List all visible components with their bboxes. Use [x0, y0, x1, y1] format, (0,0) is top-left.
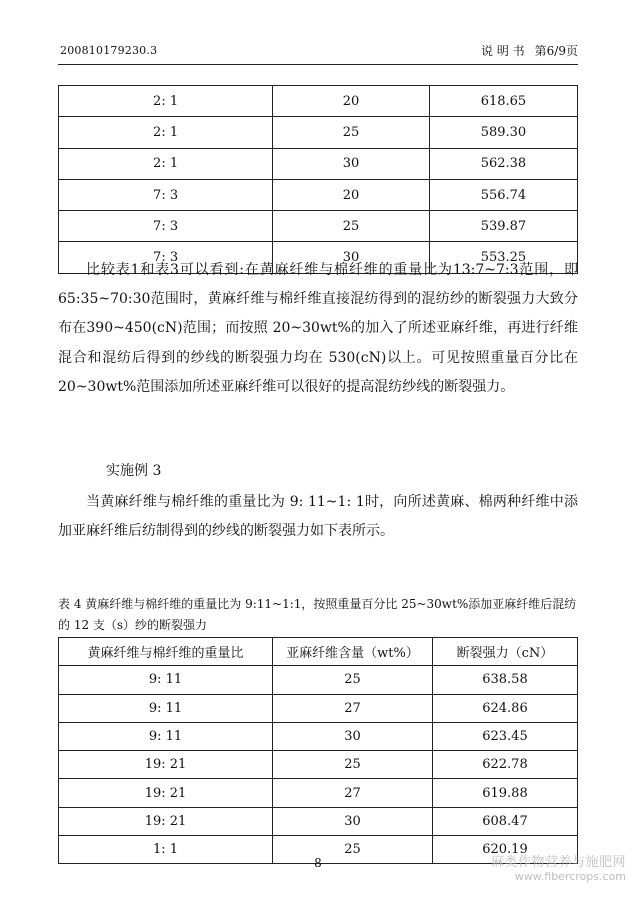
- header-rule: [58, 64, 578, 65]
- table-4: [58, 637, 578, 864]
- table-cell: 25: [273, 751, 433, 779]
- column-header: 亚麻纤维含量（wt%）: [273, 638, 433, 666]
- table-cell: 2: 1: [59, 86, 273, 117]
- table-row: [59, 779, 578, 807]
- table-row: [59, 807, 578, 835]
- table-row: [59, 179, 578, 210]
- table-cell: 30: [273, 242, 430, 273]
- table-row: [59, 148, 578, 179]
- example-heading: [58, 457, 578, 486]
- patent-number: 200810179230.3: [60, 44, 158, 57]
- table-header-row: [59, 638, 578, 666]
- table-cell: 25: [273, 666, 433, 694]
- table-cell: 9: 11: [59, 722, 273, 750]
- table-cell: 2: 1: [59, 117, 273, 148]
- paragraph-text: 当黄麻纤维与棉纤维的重量比为 9: 11~1: 1时，向所述黄麻、棉两种纤维中添加亚麻纤维后纺制得到的纱线的断裂强力如下表所示。: [58, 494, 578, 540]
- table-cell: 608.47: [432, 807, 577, 835]
- table-cell: 9: 11: [59, 666, 273, 694]
- table-cell: 620.19: [432, 836, 577, 864]
- table-cell: 539.87: [429, 211, 577, 242]
- table-cell: 589.30: [429, 117, 577, 148]
- table-cell: 25: [273, 836, 433, 864]
- table-cell: 619.88: [432, 779, 577, 807]
- paragraph-text: 比较表1和表3可以看到:在黄麻纤维与棉纤维的重量比为13:7~7:3范围，即65:35~70:30范围时，黄麻纤维与棉纤维直接混纺得到的混纺纱的断裂强力大致分布在390~450(cN)范围；而按照 20~30wt%的加入了所述亚麻纤维，再进行纤维混合和混纺后得到的纱线的断裂强力均在 530(cN)以上。可见按照重量百分比在20~30wt%范围添加所述亚麻纤维可以很好的提高混纺纱线的断裂强力。: [58, 262, 578, 395]
- table-cell: 27: [273, 694, 433, 722]
- header-right: [471, 42, 578, 59]
- document-type: 说 明 书: [481, 44, 525, 58]
- table-cell: 624.86: [432, 694, 577, 722]
- table-cell: 25: [273, 211, 430, 242]
- table-row: [59, 666, 578, 694]
- table-cell: 25: [273, 117, 430, 148]
- watermark-title: 麻类作物营养与施肥网: [490, 855, 626, 870]
- table-row: [59, 751, 578, 779]
- table-cell: 2: 1: [59, 148, 273, 179]
- table-cell: 9: 11: [59, 694, 273, 722]
- heading-text: 实施例 3: [106, 463, 162, 479]
- table-4-body: [59, 666, 578, 864]
- table-cell: 553.25: [429, 242, 577, 273]
- table-cell: 19: 21: [59, 807, 273, 835]
- table-cell: 562.38: [429, 148, 577, 179]
- page-number: 8: [314, 856, 322, 870]
- table-3-body: [59, 86, 578, 274]
- table-cell: 30: [273, 722, 433, 750]
- table-cell: 638.58: [432, 666, 577, 694]
- table-row: [59, 86, 578, 117]
- table-cell: 20: [273, 179, 430, 210]
- table-cell: 622.78: [432, 751, 577, 779]
- table-row: [59, 722, 578, 750]
- table-cell: 556.74: [429, 179, 577, 210]
- table-cell: 623.45: [432, 722, 577, 750]
- table-row: [59, 694, 578, 722]
- table-cell: 618.65: [429, 86, 577, 117]
- watermark-url: www.fibercrops.com: [514, 870, 626, 883]
- column-header: 断裂强力（cN）: [432, 638, 577, 666]
- table-3-continued: [58, 85, 578, 274]
- table-cell: 19: 21: [59, 751, 273, 779]
- table-row: [59, 211, 578, 242]
- table-cell: 27: [273, 779, 433, 807]
- table-cell: 30: [273, 807, 433, 835]
- table-cell: 7: 3: [59, 242, 273, 273]
- table-cell: 7: 3: [59, 179, 273, 210]
- table-cell: 20: [273, 86, 430, 117]
- table-cell: 19: 21: [59, 779, 273, 807]
- column-header: 黄麻纤维与棉纤维的重量比: [59, 638, 273, 666]
- watermark: [491, 851, 626, 883]
- table-cell: 7: 3: [59, 211, 273, 242]
- comparison-paragraph: [58, 256, 578, 402]
- example-paragraph: [58, 488, 578, 546]
- table-4-caption: 表 4 黄麻纤维与棉纤维的重量比为 9:11~1:1，按照重量百分比 25~30wt%添加亚麻纤维后混纺的 12 支（s）纱的断裂强力: [58, 597, 577, 632]
- page-label: 第6/9页: [534, 44, 578, 58]
- table-cell: 30: [273, 148, 430, 179]
- table-row: [59, 117, 578, 148]
- table-cell: 1: 1: [59, 836, 273, 864]
